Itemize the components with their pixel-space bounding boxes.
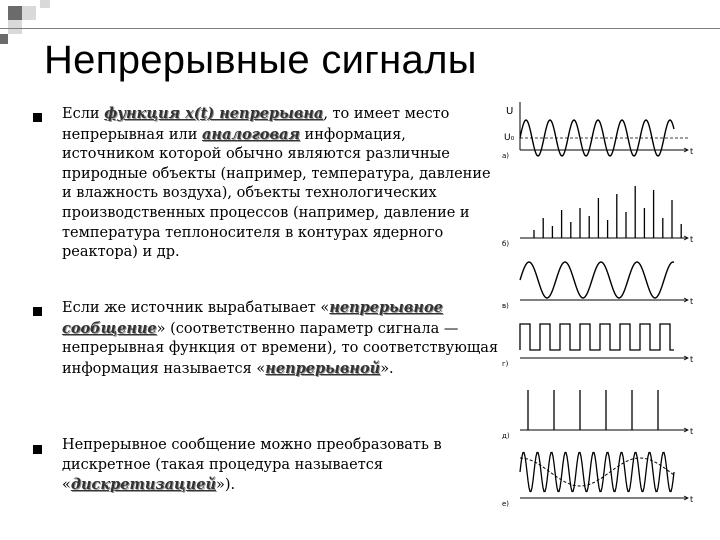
- panel-label: б): [502, 240, 510, 248]
- sine-wave: [520, 262, 674, 298]
- title-rule: [0, 28, 720, 29]
- panel-label: г): [502, 360, 509, 368]
- emphasized-term: функция x(t) непрерывна: [104, 105, 324, 122]
- emphasized-term: аналоговая: [201, 125, 300, 143]
- emphasized-term: непрерывное сообщение: [62, 299, 443, 337]
- emphasized-term: непрерывной: [265, 359, 381, 377]
- square-wave: [520, 324, 674, 350]
- bullet-text-1: [62, 104, 502, 263]
- text-run: ».: [380, 360, 394, 377]
- time-label: t: [690, 147, 694, 156]
- time-label: t: [690, 495, 694, 504]
- axis-label-u: U: [506, 106, 514, 117]
- text-run: » (соответственно параметр сигнала — непрерывная функция от времени), то соответствующая информация называется «: [62, 320, 499, 377]
- bullet-text-2: [62, 298, 502, 379]
- bullet-marker-3: [33, 445, 42, 454]
- time-label: t: [690, 355, 694, 364]
- time-label: t: [690, 427, 694, 436]
- time-label: t: [690, 235, 694, 244]
- text-run: Если: [62, 106, 105, 122]
- slide-title: Непрерывные сигналы: [44, 38, 477, 82]
- text-run: , то имеет место непрерывная или: [62, 106, 450, 143]
- text-run: информация, источником которой обычно являются различные природные объекты (например, температура, давление и влажность воздуха), объекты технологических производственных процессов (например, давление и температура теплоносителя в контурах ядерного реактора) и др.: [62, 126, 491, 261]
- time-label: t: [690, 297, 694, 306]
- decor-square-dark-1: [8, 6, 22, 20]
- signal-waveforms-figure: [500, 100, 700, 510]
- text-run: Если же источник вырабатывает «: [62, 300, 330, 316]
- panel-label: в): [502, 302, 509, 310]
- text-run: »).: [216, 477, 236, 494]
- panel-label: е): [502, 500, 510, 508]
- decor-square-light-2: [8, 20, 22, 34]
- decor-square-light-1: [22, 6, 36, 20]
- bullet-text-3: [62, 436, 502, 496]
- text-run: Непрерывное сообщение можно преобразовать в дискретное (такая процедура называется «: [62, 437, 442, 494]
- panel-label: а): [502, 152, 510, 160]
- panel-label: д): [502, 432, 510, 440]
- decor-square-light-3: [40, 0, 50, 8]
- decor-square-dark-2: [0, 34, 8, 44]
- level-label-u0: U₀: [504, 133, 515, 143]
- figure-panels: [502, 102, 693, 508]
- emphasized-term: дискретизацией: [70, 476, 216, 494]
- bullet-marker-2: [33, 307, 42, 316]
- bullet-marker-1: [33, 113, 42, 122]
- carrier-wave: [520, 453, 674, 492]
